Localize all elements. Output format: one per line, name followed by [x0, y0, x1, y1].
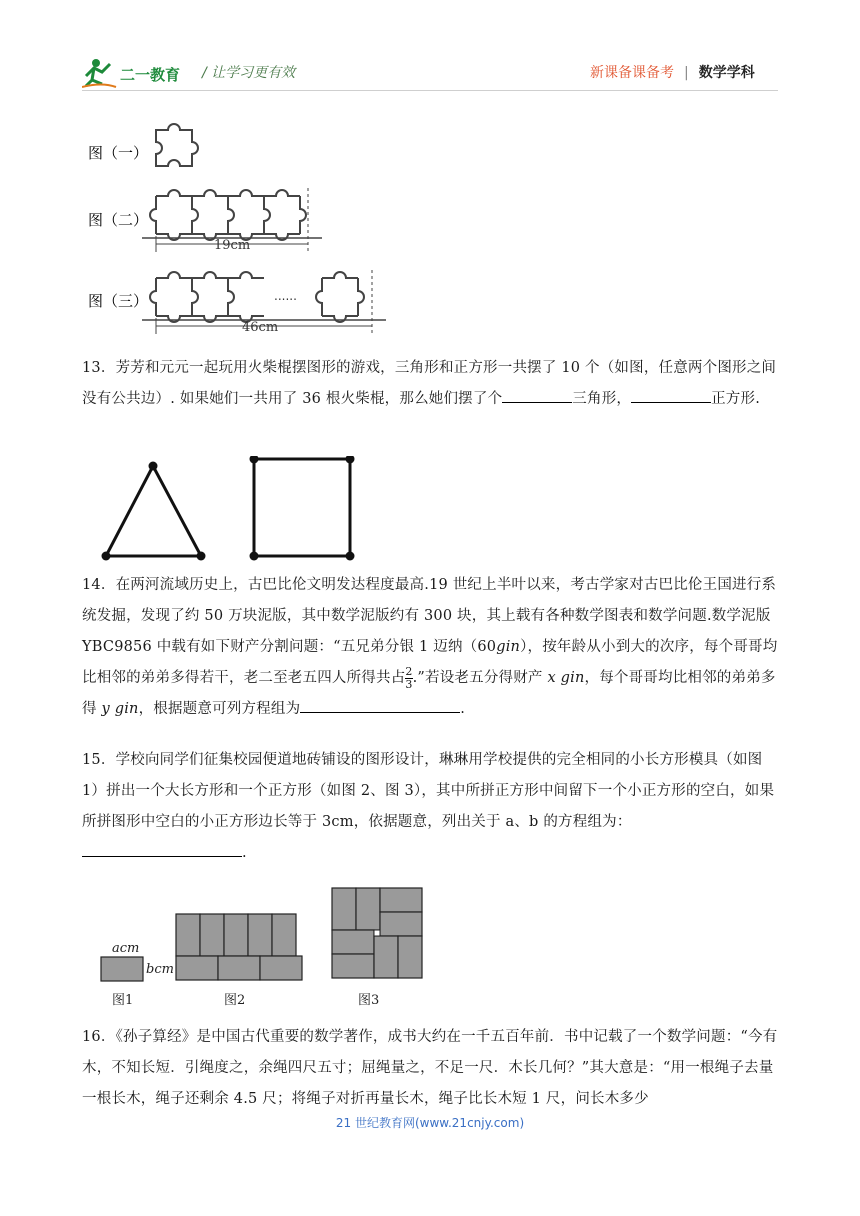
q13-text-a: 芳芳和元元一起玩用火柴棍摆图形的游戏，三角形和正方形一共摆了 10 个（如图，任意两个图形之间没有公共边）. 如果她们一共用了 36 根火柴棍，那么她们摆了个 [82, 360, 777, 407]
q15-number: 15． [82, 752, 116, 768]
q14-text-a: 在两河流域历史上，古巴比伦文明发达程度最高.19 世纪上半叶以来，考古学家对古巴比伦王国进行系统发掘，发现了约 50 万块泥版，其中数学泥版约有 300 块，其上载有各种数学图表和数学问题.数学泥版 YBC9856 中载有如下财产分割问题：“五兄弟分银 1 迈纳（60 [82, 577, 777, 655]
q14-text-d: ，每个哥哥均比相邻的弟弟多得 [82, 670, 776, 717]
runner-icon [82, 56, 192, 90]
header-subject-label: 数学学科 [698, 65, 755, 81]
ellipsis: ...... [274, 289, 297, 303]
fig1-label: 图1 [112, 993, 134, 1008]
logo [82, 56, 192, 90]
q14-number: 14． [82, 577, 116, 593]
q15-text-a: 学校向同学们征集校园便道地砖铺设的图形设计，琳琳用学校提供的完全相同的小长方形模具（如图 1）拼出一个大长方形和一个正方形（如图 2、图 3），其中所拼正方形中间留下一个小正方形的空白，如果所拼图形中空白的小正方形边长等于 3cm，依据题意，列出关于 a、b 的方程组为： [82, 752, 775, 830]
q13-number: 13． [82, 360, 116, 376]
label-bcm: bcm [146, 962, 174, 977]
question-15 [82, 745, 782, 869]
header-divider: | [684, 65, 689, 81]
square-shape [250, 456, 355, 561]
fig-label-3: 图（三） [88, 292, 149, 310]
frac-denominator: 3 [405, 677, 413, 691]
slogan: / 让学习更有效 [202, 65, 296, 81]
question-14 [82, 570, 782, 725]
puzzle-row-2 [150, 190, 306, 240]
q14-fraction [405, 666, 412, 691]
q14-blank[interactable] [300, 696, 460, 713]
tile-figures [96, 884, 436, 1012]
q13-text-b: 三角形， [572, 391, 632, 407]
question-13 [82, 353, 782, 415]
fig2-label: 图2 [224, 993, 246, 1008]
center-gap [374, 930, 380, 936]
triangle-shape [102, 462, 206, 561]
fig3-label: 图3 [358, 993, 380, 1008]
q15-text-b: . [242, 845, 247, 861]
puzzle-row-3 [150, 272, 364, 322]
header-rule [82, 90, 778, 91]
label-acm: acm [112, 941, 140, 956]
q15-blank[interactable] [82, 840, 242, 857]
q14-text-f: . [460, 701, 466, 717]
header-course: 新课备课备考 [590, 65, 674, 81]
length-46: 46cm [242, 320, 279, 335]
q14-xgin: x gin [547, 670, 585, 686]
matchstick-figure [96, 456, 366, 568]
page-header [0, 0, 860, 100]
length-19: 19cm [214, 238, 251, 253]
fig-label-1: 图（一） [88, 144, 149, 162]
fig-label-2: 图（二） [88, 211, 149, 229]
q13-text-c: 正方形. [711, 391, 761, 407]
question-16 [82, 1022, 782, 1115]
q14-text-e: ，根据题意可列方程组为 [138, 701, 301, 717]
q14-ygin: y gin [101, 701, 139, 717]
q14-gin: gin [496, 639, 521, 655]
q14-text-c: .”若设老五分得财产 [412, 670, 543, 686]
puzzle-piece [156, 124, 198, 166]
page-footer[interactable]: 21 世纪教育网(www.21cnjy.com) [335, 1116, 525, 1130]
q14-text-b: ），按年龄从小到大的次序，每个哥哥均比相邻的弟弟多得若干，老二至老五四人所得共占 [82, 639, 778, 686]
small-rect [101, 957, 143, 981]
q16-number: 16． [82, 1029, 116, 1045]
q13-blank-2[interactable] [631, 386, 711, 403]
q16-text: 《孙子算经》是中国古代重要的数学著作，成书大约在一千五百年前．书中记载了一个数学问题：“今有木，不知长短．引绳度之，余绳四尺五寸；屈绳量之，不足一尺．木长几何？”其大意是：“用一根绳子去量一根长木，绳子还剩余 4.5 尺；将绳子对折再量长木，绳子比长木短 1 尺，问长木多少 [82, 1029, 778, 1107]
frac-numerator: 2 [405, 664, 413, 678]
header-subject [590, 62, 755, 82]
q13-blank-1[interactable] [502, 386, 572, 403]
svg-text:二一教育: 二一教育 [120, 66, 181, 84]
puzzle-figure [82, 112, 402, 342]
big-rectangle [176, 914, 302, 980]
